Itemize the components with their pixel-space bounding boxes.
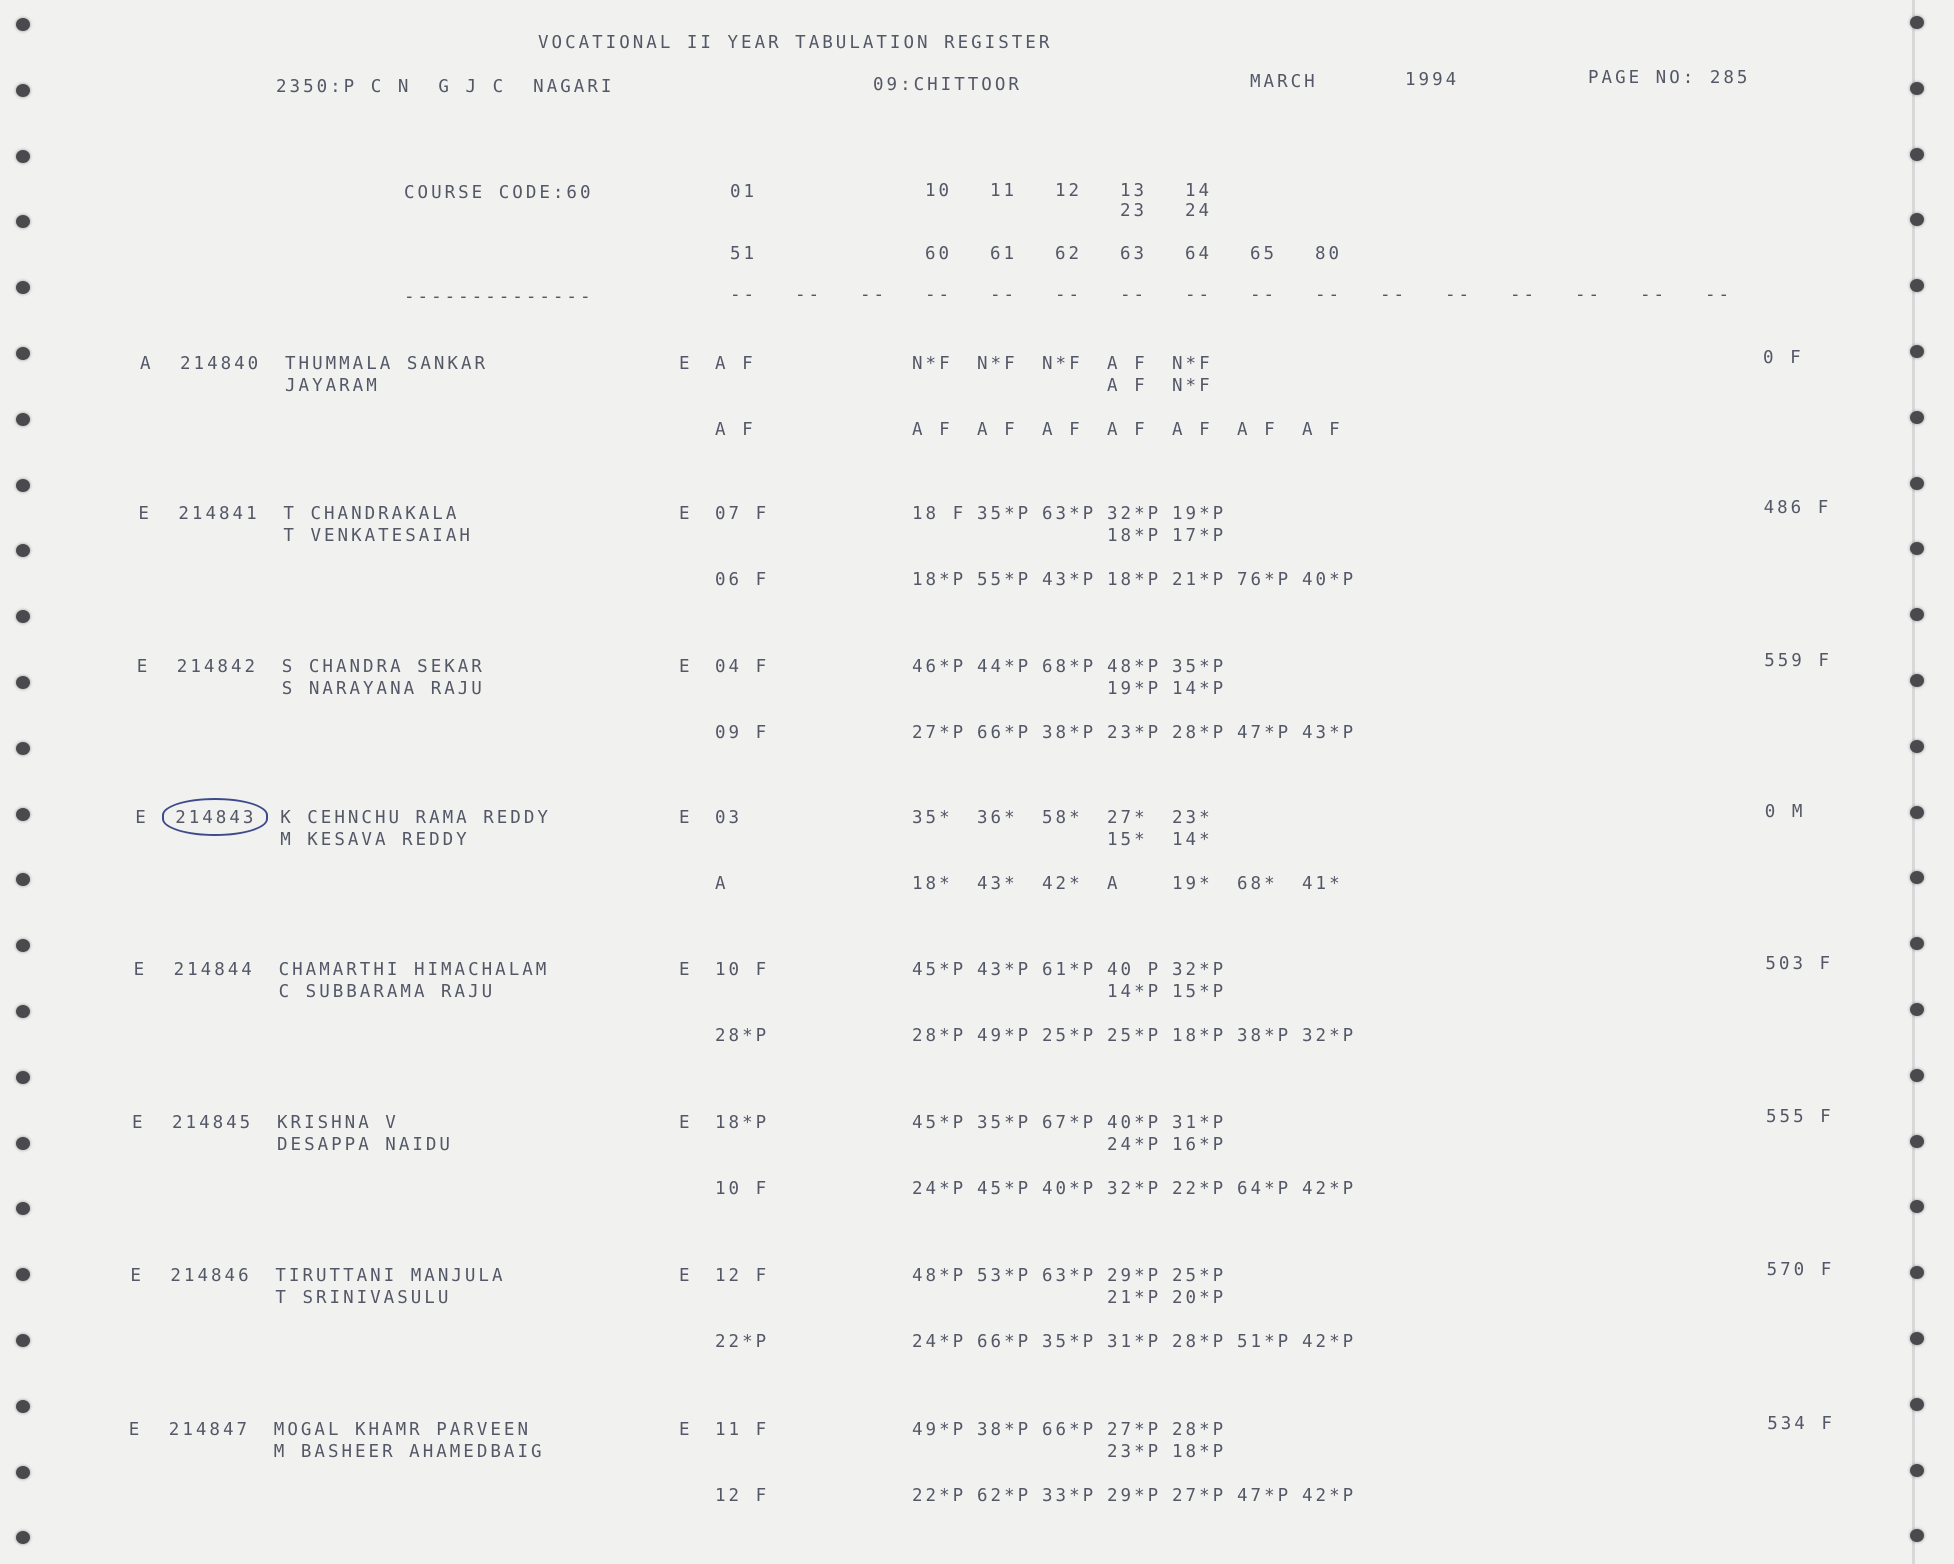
subject-mark: 28*P	[1172, 722, 1227, 743]
subject-mark: 49*P	[912, 1419, 967, 1440]
subject-mark: A F	[1107, 354, 1148, 374]
subject-mark: 28*P	[1172, 1332, 1227, 1353]
subject-code: 51	[730, 244, 758, 264]
subject-mark: 35*	[912, 808, 953, 829]
candidate-name: S CHANDRA SEKAR	[281, 656, 485, 677]
subject-mark: 48*P	[1107, 656, 1162, 677]
subject-mark: 32*P	[1302, 1025, 1357, 1046]
subject-mark: 67*P	[1042, 1113, 1097, 1133]
college-code: 2350:P C N G J C NAGARI	[276, 77, 615, 97]
subject-mark: 28*P	[1172, 1419, 1227, 1440]
right-tractor-hole	[1910, 82, 1924, 95]
subject-mark: 32*P	[1107, 504, 1162, 525]
register-title: VOCATIONAL II YEAR TABULATION REGISTER	[538, 33, 1053, 53]
part2-mark: A F	[715, 420, 756, 440]
subject-code: 63	[1120, 244, 1148, 264]
grand-total: 559 F	[1764, 650, 1832, 671]
subject-mark: 25*P	[1107, 1025, 1162, 1046]
right-tractor-hole	[1910, 279, 1924, 292]
subject-mark: 36*	[977, 808, 1018, 829]
right-tractor-hole	[1910, 608, 1924, 621]
subject-code: 60	[925, 244, 953, 264]
parent-name: T VENKATESAIAH	[283, 526, 473, 547]
left-tractor-hole	[16, 150, 30, 163]
left-tractor-hole	[16, 1137, 30, 1150]
subject-mark: 15*	[1107, 830, 1148, 851]
record-category: E	[133, 959, 148, 980]
left-tractor-hole	[16, 413, 30, 426]
record-category: E	[136, 656, 151, 677]
right-tractor-hole	[1910, 345, 1924, 358]
right-tractor-hole	[1910, 806, 1924, 819]
subject-mark: 53*P	[977, 1266, 1032, 1287]
right-tractor-hole	[1910, 148, 1924, 161]
right-tractor-hole	[1910, 542, 1924, 555]
subject-mark: 24*P	[912, 1179, 967, 1199]
subject-mark: 21*P	[1172, 570, 1227, 591]
subject-mark: 38*P	[977, 1419, 1032, 1440]
left-tractor-hole	[16, 281, 30, 294]
medium: E	[679, 1419, 693, 1440]
subject-mark: 55*P	[977, 570, 1032, 591]
subject-mark: 43*P	[977, 959, 1032, 980]
subject-mark: A F	[1172, 420, 1213, 440]
subject-mark: 64*P	[1237, 1179, 1292, 1199]
left-tractor-hole	[16, 1268, 30, 1281]
subject-mark: A	[1107, 874, 1121, 895]
subject-mark: A F	[977, 420, 1018, 440]
hall-ticket-number: 214841	[178, 504, 260, 525]
column-separator: --	[1705, 285, 1733, 305]
subject-mark: 23*P	[1107, 1441, 1162, 1462]
subject-mark: 25*P	[1042, 1025, 1097, 1046]
subject-mark: 58*	[1042, 808, 1083, 829]
right-tractor-hole	[1910, 1135, 1924, 1148]
subject-mark: 33*P	[1042, 1485, 1097, 1506]
subject-mark: 14*P	[1107, 981, 1162, 1002]
grand-total: 503 F	[1765, 953, 1834, 974]
column-separator: --	[925, 285, 953, 305]
subject-mark: 16*P	[1172, 1135, 1227, 1155]
subject-mark: 20*P	[1172, 1288, 1227, 1309]
subject-mark: 40*P	[1302, 570, 1357, 591]
medium: E	[679, 504, 693, 525]
subject-mark: 22*P	[912, 1485, 967, 1506]
subject-code: 24	[1185, 201, 1213, 221]
record-category: E	[138, 504, 152, 525]
right-tractor-hole	[1910, 1464, 1924, 1477]
medium: E	[679, 1113, 693, 1133]
medium: E	[679, 808, 693, 829]
candidate-name: THUMMALA SANKAR	[285, 354, 489, 374]
left-tractor-hole	[16, 1466, 30, 1479]
parent-name: DESAPPA NAIDU	[277, 1135, 453, 1155]
subject-mark: 40 P	[1107, 959, 1162, 980]
subject-mark: 41*	[1302, 874, 1343, 895]
part2-mark: 22*P	[715, 1332, 770, 1353]
subject-mark: 18*	[912, 874, 953, 895]
column-separator: --	[1510, 285, 1538, 305]
record-category: E	[135, 808, 149, 829]
grand-total: 555 F	[1766, 1107, 1834, 1127]
hall-ticket-number: 214846	[170, 1266, 252, 1287]
candidate-name: CHAMARTHI HIMACHALAM	[278, 959, 550, 980]
subject-mark: N*F	[1172, 376, 1213, 396]
subject-mark: 31*P	[1172, 1113, 1227, 1133]
subject-mark: 44*P	[977, 656, 1032, 677]
grand-total: 486 F	[1763, 498, 1832, 519]
subject-mark: 47*P	[1237, 722, 1292, 743]
column-separator: --	[990, 285, 1018, 305]
subject-mark: 66*P	[977, 1332, 1032, 1353]
subject-code: 64	[1185, 244, 1213, 264]
parent-name: JAYARAM	[285, 376, 380, 396]
subject-code: 12	[1055, 181, 1083, 201]
hall-ticket-number: 214845	[172, 1113, 254, 1133]
subject-code: 23	[1120, 201, 1148, 221]
left-tractor-hole	[16, 808, 30, 821]
subject-mark: A F	[1107, 376, 1148, 396]
part2-mark: 06 F	[715, 570, 770, 591]
parent-name: T SRINIVASULU	[275, 1288, 452, 1309]
subject-mark: 40*P	[1042, 1179, 1097, 1199]
hall-ticket-number: 214847	[168, 1419, 251, 1440]
left-tractor-hole	[16, 742, 30, 755]
candidate-name: K CEHNCHU RAMA REDDY	[280, 808, 551, 829]
right-tractor-hole	[1910, 937, 1924, 950]
subject-mark: 51*P	[1237, 1332, 1292, 1353]
subject-mark: 62*P	[977, 1485, 1032, 1506]
course-code-label: COURSE CODE:60	[404, 183, 594, 203]
medium: E	[679, 656, 693, 677]
subject-mark: 46*P	[912, 656, 967, 677]
medium: E	[679, 959, 693, 980]
subject-mark: 31*P	[1107, 1332, 1162, 1353]
subject-mark: 17*P	[1172, 526, 1227, 547]
subject-mark: 42*P	[1302, 1485, 1357, 1506]
hall-ticket-number: 214840	[180, 354, 262, 374]
column-separator: --	[1055, 285, 1083, 305]
parent-name: M KESAVA REDDY	[280, 830, 470, 851]
right-tractor-hole	[1910, 477, 1924, 490]
subject-mark: 42*P	[1302, 1179, 1357, 1199]
subject-mark: 19*	[1172, 874, 1213, 895]
part2-mark: 28*P	[715, 1025, 770, 1046]
subject-code: 01	[730, 182, 758, 202]
subject-mark: 18*P	[1172, 1441, 1227, 1462]
left-tractor-hole	[16, 544, 30, 557]
right-tractor-hole	[1910, 411, 1924, 424]
record-category: A	[140, 354, 154, 374]
part1-mark: 11 F	[715, 1419, 770, 1440]
parent-name: M BASHEER AHAMEDBAIG	[273, 1441, 545, 1462]
column-separator: --	[1575, 285, 1603, 305]
subject-mark: 45*P	[912, 959, 967, 980]
subject-mark: A F	[1302, 420, 1343, 440]
column-separator: --	[795, 285, 823, 305]
left-tractor-hole	[16, 347, 30, 360]
hall-ticket-number: 214842	[176, 656, 259, 677]
subject-mark: 43*	[977, 874, 1018, 895]
subject-mark: 42*P	[1302, 1332, 1357, 1353]
part1-mark: 10 F	[715, 959, 770, 980]
column-separator: --	[1640, 285, 1668, 305]
left-tractor-hole	[16, 1005, 30, 1018]
subject-mark: 63*P	[1042, 504, 1097, 525]
subject-mark: 32*P	[1107, 1179, 1162, 1199]
grand-total: 570 F	[1766, 1260, 1835, 1281]
part1-mark: 12 F	[715, 1266, 770, 1287]
subject-mark: 27*P	[912, 722, 967, 743]
part2-mark: 12 F	[715, 1485, 770, 1506]
subject-code: 80	[1315, 244, 1343, 264]
district: 09:CHITTOOR	[873, 75, 1022, 95]
subject-mark: 18*P	[1107, 570, 1162, 591]
column-separator: --	[1185, 285, 1213, 305]
parent-name: S NARAYANA RAJU	[281, 678, 485, 699]
subject-mark: 45*P	[977, 1179, 1032, 1199]
left-tractor-hole	[16, 1071, 30, 1084]
subject-mark: 18 F	[912, 504, 967, 525]
part1-mark: 07 F	[715, 504, 770, 525]
exam-month: MARCH	[1250, 72, 1318, 92]
subject-mark: N*F	[1042, 354, 1083, 374]
right-tractor-hole	[1910, 1398, 1924, 1411]
column-separator: --	[860, 285, 888, 305]
subject-mark: 38*P	[1237, 1025, 1292, 1046]
subject-mark: 61*P	[1042, 959, 1097, 980]
subject-mark: 19*P	[1172, 504, 1227, 525]
subject-mark: 29*P	[1107, 1266, 1162, 1287]
left-tractor-hole	[16, 873, 30, 886]
subject-mark: 68*P	[1042, 656, 1097, 677]
candidate-name: KRISHNA V	[277, 1113, 399, 1133]
grand-total: 534 F	[1767, 1413, 1835, 1434]
left-tractor-hole	[16, 610, 30, 623]
record-category: E	[132, 1113, 146, 1133]
exam-year: 1994	[1405, 70, 1460, 90]
part1-mark: A F	[715, 354, 756, 374]
right-tractor-hole	[1910, 1200, 1924, 1213]
column-separator: --	[1380, 285, 1408, 305]
hall-ticket-number: 214843	[175, 808, 257, 829]
subject-mark: 25*P	[1172, 1266, 1227, 1287]
right-tractor-hole	[1910, 1003, 1924, 1016]
subject-mark: 40*P	[1107, 1113, 1162, 1133]
subject-mark: 63*P	[1042, 1266, 1097, 1287]
part1-mark: 18*P	[715, 1113, 770, 1133]
left-tractor-hole	[16, 1202, 30, 1215]
subject-mark: 42*	[1042, 874, 1083, 895]
column-separator: --	[1315, 285, 1343, 305]
subject-mark: 23*P	[1107, 722, 1162, 743]
subject-mark: 27*P	[1172, 1485, 1227, 1506]
subject-mark: 68*	[1237, 874, 1278, 895]
subject-mark: A F	[1042, 420, 1083, 440]
right-tractor-hole	[1910, 1529, 1924, 1542]
part1-mark: 03	[715, 808, 743, 829]
part2-mark: 09 F	[715, 722, 770, 743]
subject-mark: N*F	[912, 354, 953, 374]
page-edge	[1912, 0, 1915, 1564]
right-tractor-hole	[1910, 871, 1924, 884]
hall-ticket-number: 214844	[173, 959, 255, 980]
subject-code: 13	[1120, 181, 1148, 201]
subject-mark: 14*P	[1172, 678, 1227, 699]
subject-mark: 35*P	[1042, 1332, 1097, 1353]
left-tractor-hole	[16, 84, 30, 97]
subject-mark: 21*P	[1107, 1288, 1162, 1309]
column-separator: --	[730, 285, 758, 305]
subject-code: 61	[990, 244, 1018, 264]
left-tractor-hole	[16, 215, 30, 228]
part1-mark: 04 F	[715, 656, 770, 677]
subject-mark: 24*P	[912, 1332, 967, 1353]
course-underline: --------------	[404, 287, 594, 307]
subject-mark: 19*P	[1107, 678, 1162, 699]
medium: E	[679, 354, 693, 374]
left-tractor-hole	[16, 18, 30, 31]
subject-mark: A F	[1107, 420, 1148, 440]
subject-mark: 66*P	[1042, 1419, 1097, 1440]
subject-mark: 27*P	[1107, 1419, 1162, 1440]
part2-mark: 10 F	[715, 1179, 770, 1199]
subject-mark: 35*P	[1172, 656, 1227, 677]
subject-mark: 45*P	[912, 1113, 967, 1133]
subject-mark: N*F	[977, 354, 1018, 374]
column-separator: --	[1250, 285, 1278, 305]
record-category: E	[130, 1266, 144, 1287]
subject-mark: A F	[1237, 420, 1278, 440]
medium: E	[679, 1266, 693, 1287]
subject-code: 11	[990, 181, 1018, 201]
subject-mark: 43*P	[1042, 570, 1097, 591]
subject-mark: 14*	[1172, 830, 1213, 851]
subject-mark: 49*P	[977, 1025, 1032, 1046]
part2-mark: A	[715, 874, 729, 895]
subject-mark: 66*P	[977, 722, 1032, 743]
subject-code: 14	[1185, 181, 1213, 201]
right-tractor-hole	[1910, 674, 1924, 687]
candidate-name: MOGAL KHAMR PARVEEN	[273, 1419, 531, 1440]
subject-mark: 27*	[1107, 808, 1148, 829]
subject-mark: 18*P	[1107, 526, 1162, 547]
subject-mark: 43*P	[1302, 722, 1357, 743]
left-tractor-hole	[16, 676, 30, 689]
subject-mark: 35*P	[977, 504, 1032, 525]
subject-mark: 48*P	[912, 1266, 967, 1287]
subject-mark: 18*P	[912, 570, 967, 591]
subject-mark: 22*P	[1172, 1179, 1227, 1199]
right-tractor-hole	[1910, 213, 1924, 226]
subject-code: 65	[1250, 244, 1278, 264]
page-number: PAGE NO: 285	[1588, 68, 1751, 88]
subject-mark: 32*P	[1172, 959, 1227, 980]
right-tractor-hole	[1910, 16, 1924, 29]
subject-mark: 76*P	[1237, 570, 1292, 591]
subject-mark: 28*P	[912, 1025, 967, 1046]
left-tractor-hole	[16, 479, 30, 492]
grand-total: 0 M	[1764, 802, 1806, 823]
subject-code: 10	[925, 181, 953, 201]
handwritten-circle-mark	[162, 798, 268, 836]
candidate-name: TIRUTTANI MANJULA	[275, 1266, 506, 1287]
subject-mark: 15*P	[1172, 981, 1227, 1002]
subject-mark: 24*P	[1107, 1135, 1162, 1155]
candidate-name: T CHANDRAKALA	[283, 504, 460, 525]
right-tractor-hole	[1910, 1266, 1924, 1279]
subject-code: 62	[1055, 244, 1083, 264]
subject-mark: 18*P	[1172, 1025, 1227, 1046]
right-tractor-hole	[1910, 1332, 1924, 1345]
right-tractor-hole	[1910, 740, 1924, 753]
column-separator: --	[1120, 285, 1148, 305]
parent-name: C SUBBARAMA RAJU	[278, 981, 496, 1002]
left-tractor-hole	[16, 1531, 30, 1544]
right-tractor-hole	[1910, 1069, 1924, 1082]
subject-mark: N*F	[1172, 354, 1213, 374]
subject-mark: 29*P	[1107, 1485, 1162, 1506]
grand-total: 0 F	[1763, 348, 1804, 368]
subject-mark: 47*P	[1237, 1485, 1292, 1506]
column-separator: --	[1445, 285, 1473, 305]
left-tractor-hole	[16, 939, 30, 952]
subject-mark: 35*P	[977, 1113, 1032, 1133]
record-category: E	[128, 1419, 143, 1440]
subject-mark: A F	[912, 420, 953, 440]
subject-mark: 23*	[1172, 808, 1213, 829]
left-tractor-hole	[16, 1334, 30, 1347]
subject-mark: 38*P	[1042, 722, 1097, 743]
left-tractor-hole	[16, 1400, 30, 1413]
